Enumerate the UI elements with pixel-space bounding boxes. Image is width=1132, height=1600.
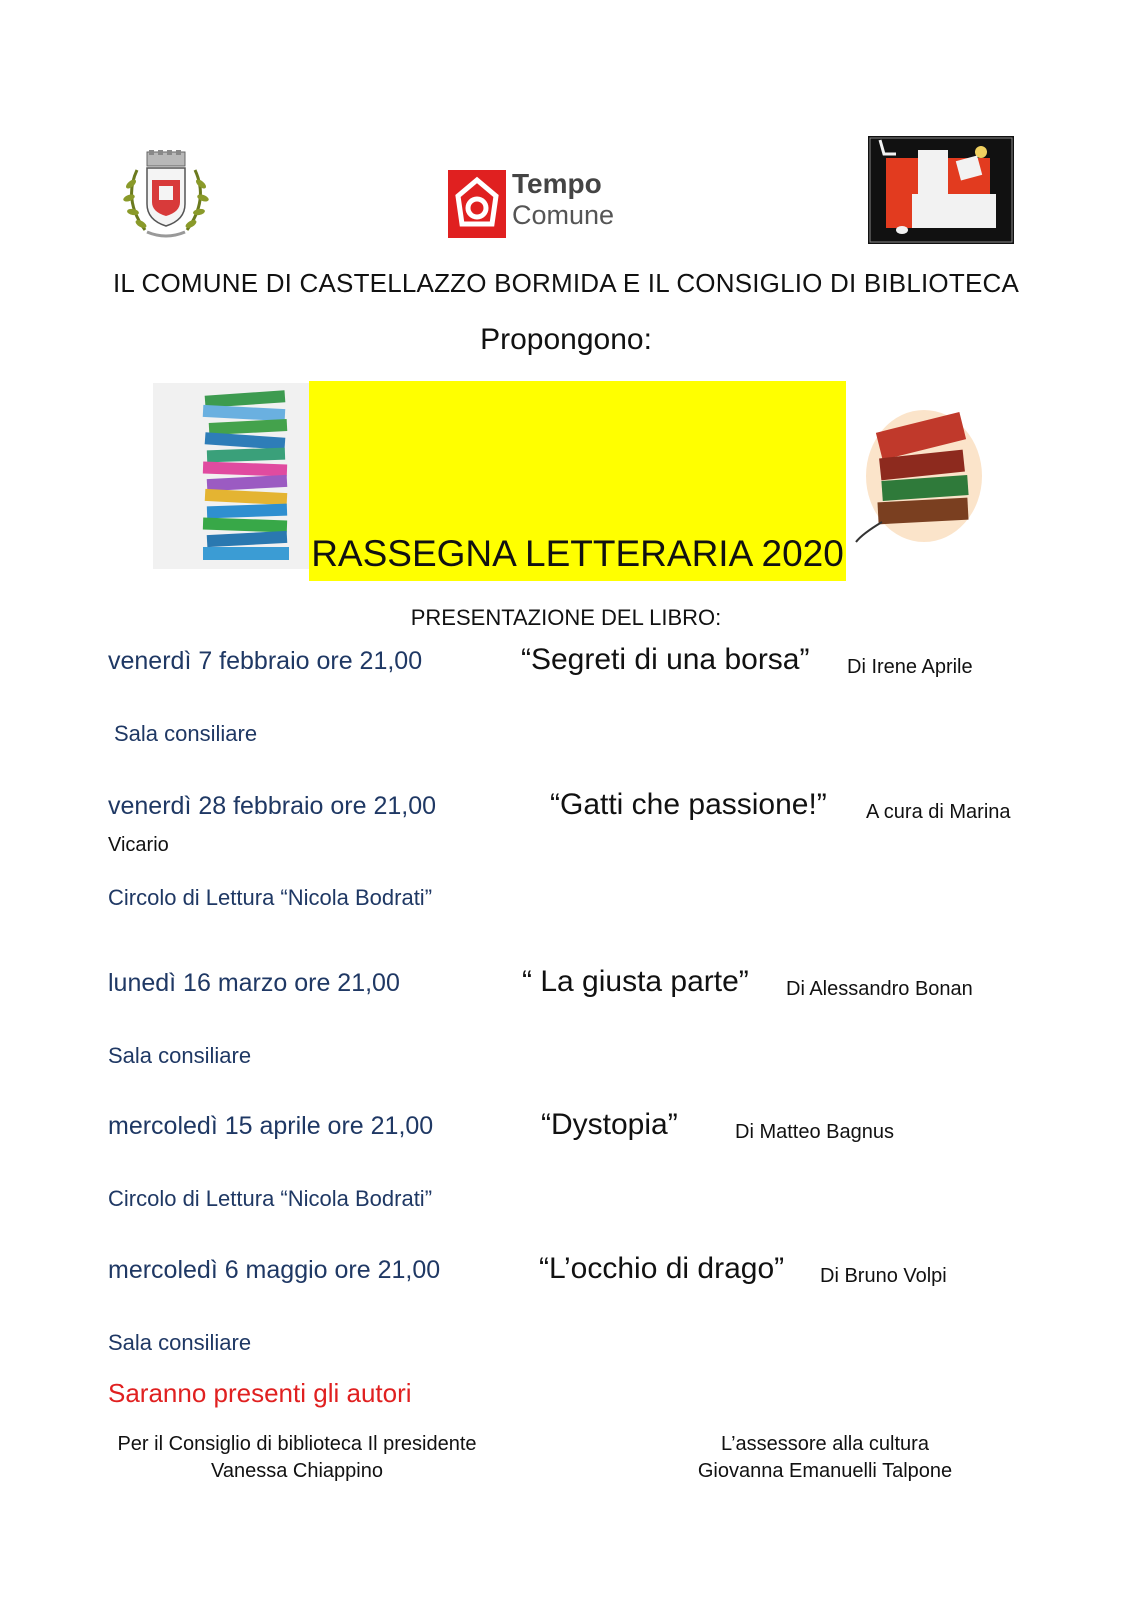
event-4-date: mercoledì 15 aprile ore 21,00 [108, 1112, 434, 1140]
event-5-title: “L’occhio di drago” [539, 1252, 785, 1285]
tempo-comune-logo [448, 168, 615, 238]
tempo-comune-mark-icon [448, 170, 506, 238]
event-2-date: venerdì 28 febbraio ore 21,00 [108, 792, 437, 820]
title-banner [309, 381, 846, 581]
presentation-label: PRESENTAZIONE DEL LIBRO: [410, 605, 722, 630]
event-3-date: lunedì 16 marzo ore 21,00 [108, 969, 400, 997]
signature-right [680, 1431, 970, 1485]
event-4-title: “Dystopia” [541, 1108, 678, 1141]
signature-right-name: Giovanna Emanuelli Talpone [697, 1460, 953, 1482]
event-2-author: A cura di Marina [866, 801, 1011, 823]
event-3-venue: Sala consiliare [108, 1043, 252, 1068]
event-2-venue: Circolo di Lettura “Nicola Bodrati” [108, 885, 433, 910]
event-1-venue: Sala consiliare [114, 721, 258, 746]
event-3-title: “ La giusta parte” [522, 965, 749, 998]
authors-present-note: Saranno presenti gli autori [108, 1378, 412, 1408]
signature-left-role: Per il Consiglio di biblioteca Il presidente [117, 1433, 477, 1455]
event-3-author: Di Alessandro Bonan [786, 978, 973, 1000]
event-4-author: Di Matteo Bagnus [735, 1121, 894, 1143]
library-reading-logo [868, 136, 1014, 244]
event-1-title: “Segreti di una borsa” [521, 643, 810, 676]
organizers-heading: IL COMUNE DI CASTELLAZZO BORMIDA E IL CONSIGLIO DI BIBLIOTECA [112, 268, 1019, 298]
signature-left [108, 1431, 486, 1485]
tempo-logo-word: Tempo [512, 168, 602, 199]
signature-left-name: Vanessa Chiappino [211, 1460, 383, 1482]
event-2-title: “Gatti che passione!” [550, 788, 827, 821]
event-1-date: venerdì 7 febbraio ore 21,00 [108, 647, 423, 675]
signature-right-role: L’assessore alla cultura [721, 1433, 929, 1455]
event-2-author-continued: Vicario [108, 834, 169, 856]
event-1-author: Di Irene Aprile [847, 656, 973, 678]
book-stack-illustration [153, 383, 309, 569]
event-5-author: Di Bruno Volpi [820, 1265, 947, 1287]
event-4-venue: Circolo di Lettura “Nicola Bodrati” [108, 1186, 433, 1211]
propose-text: Propongono: [480, 323, 652, 356]
comune-logo-word: Comune [512, 200, 615, 230]
municipal-crest-logo [117, 150, 215, 242]
event-5-venue: Sala consiliare [108, 1330, 252, 1355]
red-books-illustration [852, 392, 982, 544]
event-5-date: mercoledì 6 maggio ore 21,00 [108, 1256, 441, 1284]
banner-title: RASSEGNA LETTERARIA 2020 [311, 533, 844, 574]
